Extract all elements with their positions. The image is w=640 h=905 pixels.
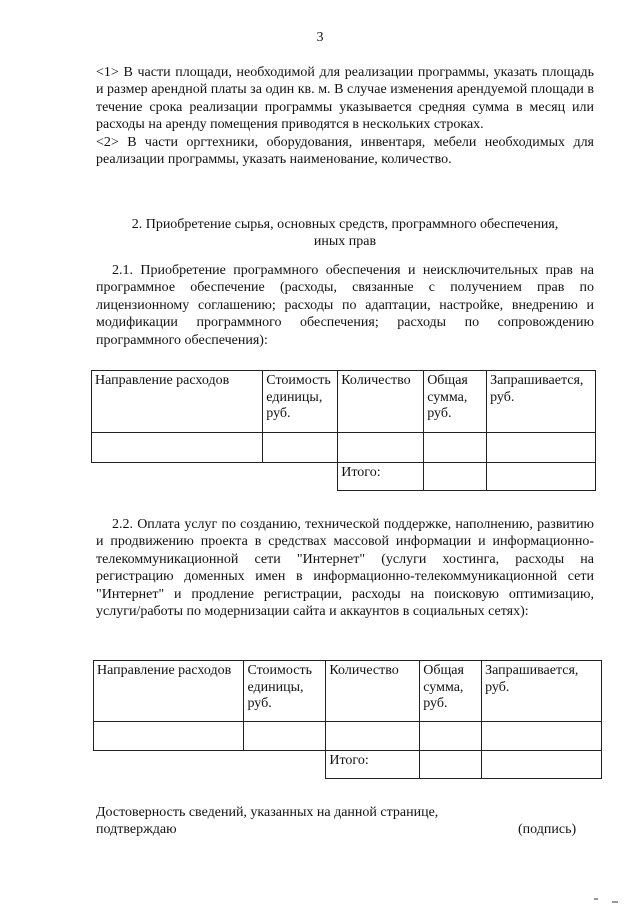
online-services-costs-table (93, 660, 602, 779)
table-cell (487, 433, 596, 463)
table-cell (92, 463, 263, 491)
column-header: Общая сумма, руб. (424, 371, 487, 433)
table-cell (420, 722, 482, 751)
table-cell (482, 722, 602, 751)
column-header: Запрашивается, руб. (487, 371, 596, 433)
table-cell (94, 751, 244, 779)
signature-label: (подпись) (518, 822, 577, 837)
software-costs-table (91, 370, 596, 491)
section-title (96, 216, 594, 251)
total-sum-cell (424, 463, 487, 491)
section-title-line-2: иных прав (313, 234, 377, 250)
column-header: Стоимость единицы, руб. (244, 661, 326, 722)
total-row (94, 751, 602, 779)
paragraph-2-2: 2.2. Оплата услуг по созданию, технической поддержке, наполнению, развитию и продвижению проекта в средствах массовой информации и информационно-телекоммуникационной сети "Интернет" (услуги хостинга, расходы на регистрацию доменных имен в информационно-телекоммуникационной сети "Интернет" и продление регистрации, расходы на поисковую оптимизацию, услуги/работы по модернизации сайта и аккаунтов в социальных сетях): (96, 517, 594, 620)
column-header: Запрашивается, руб. (482, 661, 602, 722)
footnote-1: <1> В части площади, необходимой для реализации программы, указать площадь и размер арендной платы за один кв. м. В случае изменения арендуемой площади в течение срока реализации программы указывается средняя сумма в месяц или расходы на аренду помещения приводятся в нескольких строках. (96, 65, 594, 133)
footnotes-block (96, 64, 594, 168)
table-row (94, 722, 602, 751)
table-cell (326, 722, 420, 751)
total-label: Итого: (326, 751, 420, 779)
table-cell (92, 433, 263, 463)
column-header: Направление расходов (94, 661, 244, 722)
confirmation-line-1: Достоверность сведений, указанных на данной странице, (96, 805, 439, 820)
table-header-row (94, 661, 602, 722)
column-header: Направление расходов (92, 371, 263, 433)
column-header: Количество (338, 371, 424, 433)
column-header: Общая сумма, руб. (420, 661, 482, 722)
table-cell (94, 722, 244, 751)
total-label: Итого: (338, 463, 424, 491)
page-number: 3 (316, 30, 324, 45)
paragraph-2-1: 2.1. Приобретение программного обеспечения и неисключительных прав на программное обеспечение (расходы, связанные с получением прав по лицензионному соглашению; расходы по адаптации, настройке, внедрению и модификации программного обеспечения; расходы по сопровождению программного обеспечения): (96, 263, 594, 348)
total-requested-cell (482, 751, 602, 779)
total-sum-cell (420, 751, 482, 779)
table-cell (244, 751, 326, 779)
table-cell (263, 433, 338, 463)
column-header: Количество (326, 661, 420, 722)
confirmation-line-2: подтверждаю (96, 822, 177, 838)
total-row (92, 463, 596, 491)
table-row (92, 433, 596, 463)
scan-mark (612, 901, 618, 903)
column-header: Стоимость единицы, руб. (263, 371, 338, 433)
table-cell (263, 463, 338, 491)
footnote-2: <2> В части оргтехники, оборудования, инвентаря, мебели необходимых для реализации программы, указать наименование, количество. (96, 134, 594, 168)
table-header-row (92, 371, 596, 433)
section-title-line-1: 2. Приобретение сырья, основных средств, программного обеспечения, (131, 217, 559, 232)
table-cell (338, 433, 424, 463)
confirmation-statement (96, 804, 466, 839)
table-cell (244, 722, 326, 751)
total-requested-cell (487, 463, 596, 491)
table-cell (424, 433, 487, 463)
scan-mark (594, 898, 598, 900)
